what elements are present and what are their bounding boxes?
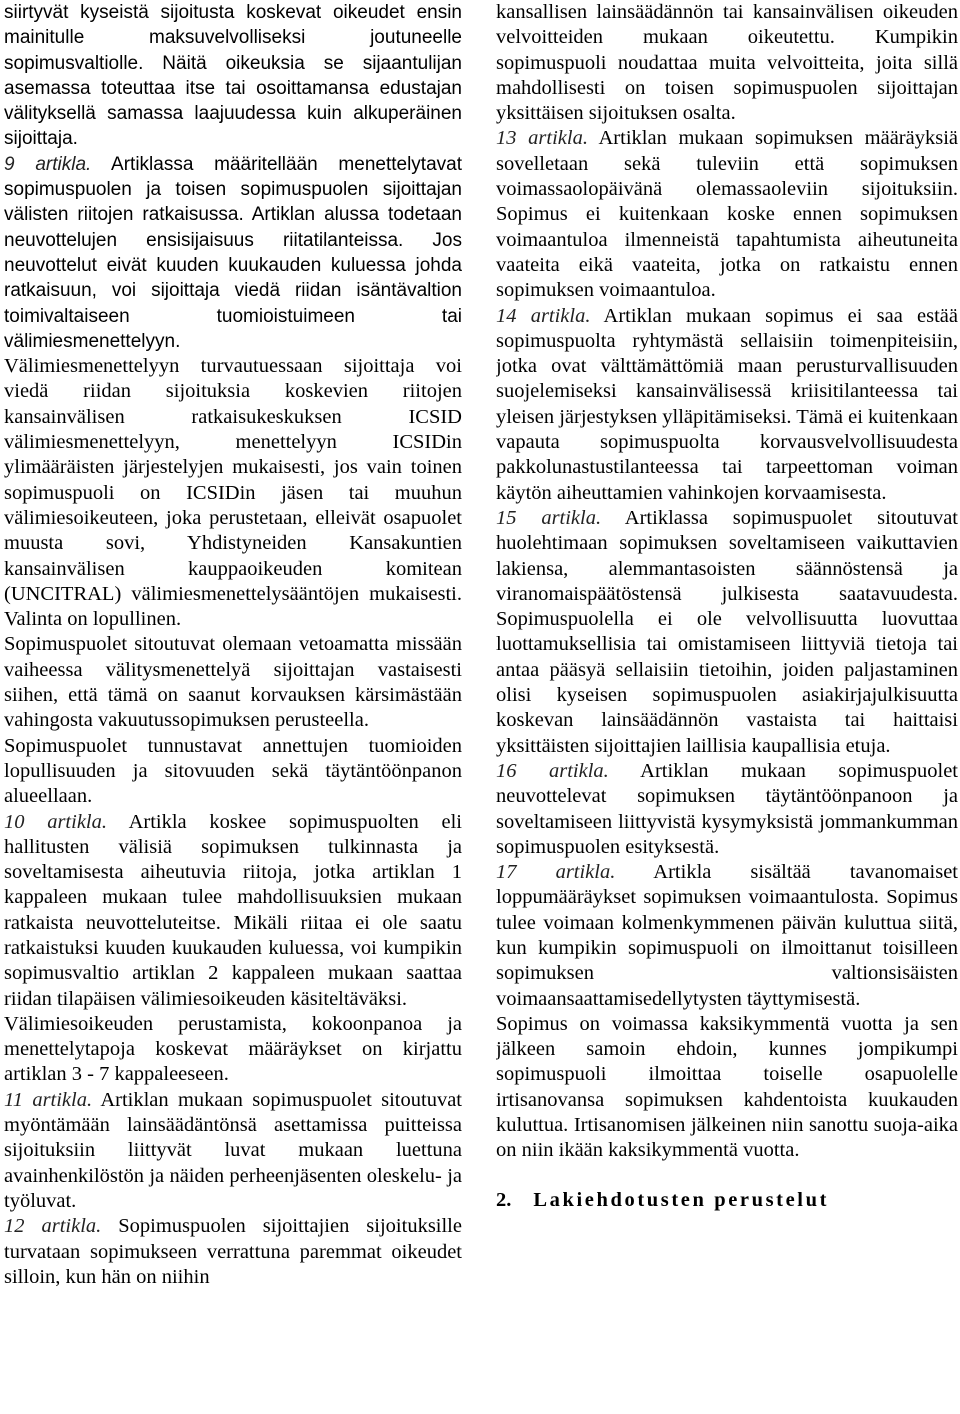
article-text: Sopimuspuolen sijoittajien sijoituksille turvataan sopimukseen verrattuna paremmat oikeudet silloin, kun hän on niihin xyxy=(4,1215,462,1288)
paragraph-text: Välimiesoikeuden perustamista, kokoonpanoa ja menettelytapoja koskevat määräykset on kirjattu artiklan 3 - 7 kappaleeseen. xyxy=(4,1012,462,1086)
article-14 xyxy=(496,304,958,506)
article-label: 15 artikla. xyxy=(496,506,602,529)
article-9 xyxy=(4,152,462,354)
article-text: Artikla koskee sopimuspuolten eli hallitusten välisiä sopimuksen tulkinnasta ja soveltamisesta aiheutuvia riitoja, jotka artiklan 1 kappaleen mukaan tulee mahdollisuuksien mukaan ratkaista neuvotteluteitse. Mikäli riitaa ei ole saatu ratkaistuksi kuuden kuukauden kuluessa, voi kumpikin sopimusvaltio artiklan 2 kappaleen mukaan saattaa riidan tilapäisen välimiesoikeuden käsiteltäväksi. xyxy=(4,810,462,1010)
article-label: 14 artikla. xyxy=(496,304,591,327)
section-number: 2. xyxy=(496,1188,512,1211)
section-title: Lakiehdotusten perustelut xyxy=(533,1188,830,1211)
paragraph xyxy=(4,0,462,152)
article-label: 17 artikla. xyxy=(496,861,616,884)
left-column xyxy=(4,0,462,1414)
article-text: Artiklan mukaan sopimus ei saa estää sopimuspuolta ryhtymästä sellaisiin toimenpiteisiin, jotka ovat välttämättömiä maan perusturvallisuuden suojelemiseksi kansainvälisessä kriisitilanteessa tai yleisen järjestyksen ylläpitämiseksi. Tämä ei kuitenkaan vapauta sopimuspuolta korvausvelvollisuudesta pakkolunastustilanteessa tai tarpeettoman voiman käytön aiheuttamien vahinkojen korvaamisesta. xyxy=(496,304,958,504)
article-13 xyxy=(496,126,958,303)
paragraph xyxy=(4,632,462,733)
article-17 xyxy=(496,860,958,1012)
article-text: Artiklan mukaan sopimuksen määräyksiä sovelletaan sekä tuleviin että sopimuksen voimassaolopäivänä olemassaoleviin sijoituksiin. Sopimus ei kuitenkaan koske ennen sopimuksen voimaantuloa ilmenneistä tapahtumista aiheutuneita vaateita eikä vaateita, jotka on ratkaistu ennen sopimuksen voimaantuloa. xyxy=(496,127,958,302)
paragraph xyxy=(4,734,462,810)
article-16 xyxy=(496,759,958,860)
article-label: 11 artikla. xyxy=(4,1088,93,1111)
paragraph xyxy=(496,1012,958,1164)
paragraph-text: Sopimuspuolet sitoutuvat olemaan vetoamatta missään vaiheessa välitysmenettelyä sijoittajan vastaisesti siihen, että tämä on saanut korvauksen kärsimästään vahingosta vakuutussopimuksen perusteella. xyxy=(4,633,462,732)
article-text: Artikla sisältää tavanomaiset loppumääräykset sopimuksen voimaantulosta. Sopimus tulee voimaan kolmenkymmenen päivän kuluttua siitä, kun kumpikin sopimuspuoli on ilmoittanut toisilleen sopimuksen valtionsisäisten voimaansaattamisedellytysten täyttymisestä. xyxy=(496,861,958,1010)
article-12 xyxy=(4,1214,462,1290)
paragraph xyxy=(496,0,958,126)
article-text: Artiklassa sopimuspuolet sitoutuvat huolehtimaan sopimuksen soveltamiseen vaikuttavien lakiensa, alemmantasoisten säännöstensä ja viranomaispäätöstensä julkisesta saatavuudesta. Sopimuspuolella ei ole velvollisuutta luovuttaa luottamuksellisia tai omistamiseen liittyviä tietoja tai antaa pääsyä sellaisiin tietoihin, joiden paljastaminen olisi kyseisen sopimuspuolen asiakirjajulkisuutta koskevan lainsäädännön vastaista tai haittaisi yksittäisten sijoittajien laillisia kaupallisia etuja. xyxy=(496,506,958,757)
article-label: 12 artikla. xyxy=(4,1215,102,1238)
paragraph-text: Sopimus on voimassa kaksikymmentä vuotta ja sen jälkeen samoin ehdoin, kunnes jompikumpi sopimuspuoli ilmoittaa toiselle osapuolelle irtisanovansa sopimuksen kahdentoista kuukauden kuluttua. Irtisanomisen jälkeinen niin sanottu suoja-aika on niin ikään kaksikymmentä vuotta. xyxy=(496,1012,958,1162)
section-heading xyxy=(496,1188,958,1213)
paragraph-text: Välimiesmenettelyyn turvautuessaan sijoittaja voi viedä riidan sijoituksia koskevien riitojen kansainvälisen ratkaisukeskuksen ICSID välimiesmenettelyyn, menettelyyn ICSIDin ylimääräisten järjestelyjen mukaisesti, jos vain toinen sopimuspuoli on ICSIDin jäsen tai muuhun välimiesoikeuteen, joka perustetaan, elleivät osapuolet muusta sovi, Yhdistyneiden Kansakuntien kansainvälisen kauppaoikeuden komitean (UNCITRAL) välimiesmenettelysääntöjen mukaisesti. Valinta on lopullinen. xyxy=(4,355,462,631)
article-text: Artiklassa määritellään menettelytavat sopimuspuolen ja toisen sopimuspuolen sijoittajan välisten riitojen ratkaisussa. Artiklan alussa todetaan neuvottelujen ensisijaisuus riitatilanteissa. Jos neuvottelut eivät kuuden kuukauden kuluessa johda ratkaisuun, voi sijoittaja viedä riidan isäntävaltion toimivaltaiseen tuomioistuimeen tai välimiesmenettelyyn. xyxy=(4,153,462,352)
article-15 xyxy=(496,506,958,759)
paragraph-text: Sopimuspuolet tunnustavat annettujen tuomioiden lopullisuuden ja sitovuuden sekä täytäntöönpanon alueellaan. xyxy=(4,734,462,808)
article-text: Artiklan mukaan sopimuspuolet sitoutuvat myöntämään lainsäädäntönsä asettamissa puitteissa sijoituksiin liittyvät luvat mukaan luettuna avainhenkilöstön ja näiden perheenjäsenten oleskelu- ja työluvat. xyxy=(4,1088,462,1212)
article-label: 16 artikla. xyxy=(496,759,609,782)
article-10 xyxy=(4,810,462,1012)
article-11 xyxy=(4,1088,462,1214)
paragraph xyxy=(4,1012,462,1088)
paragraph xyxy=(4,354,462,632)
right-column xyxy=(496,0,958,1414)
article-label: 10 artikla. xyxy=(4,810,107,833)
article-text: Artiklan mukaan sopimuspuolet neuvottelevat sopimuksen täytäntöönpanoon ja soveltamiseen liittyvistä kysymyksistä jommankumman sopimuspuolen esityksestä. xyxy=(496,759,958,858)
article-label: 13 artikla. xyxy=(496,127,588,150)
paragraph-text: siirtyvät kyseistä sijoitusta koskevat oikeudet ensin mainitulle maksuvelvolliseksi joutuneelle sopimusvaltiolle. Näitä oikeuksia se sijaantulijan asemassa toteuttaa itse tai osoittamansa edustajan välityksellä samassa laajuudessa kuin alkuperäinen sijoittaja. xyxy=(4,2,462,150)
article-label: 9 artikla. xyxy=(4,153,92,175)
paragraph-text: kansallisen lainsäädännön tai kansainvälisen oikeuden velvoitteiden mukaan oikeutettu. Kumpikin sopimuspuoli noudattaa muita velvoitteita, joita sillä mahdollisesti on toisen sopimuspuolen sijoittajan yksittäisen sijoituksen osalta. xyxy=(496,1,958,125)
